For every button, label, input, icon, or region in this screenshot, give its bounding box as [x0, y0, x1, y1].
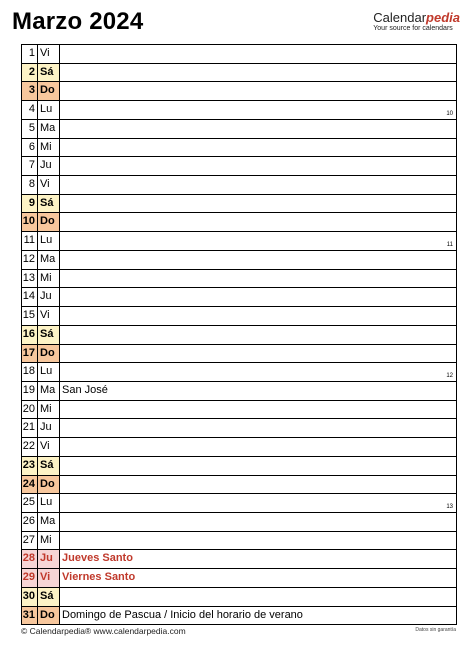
day-number: 16 — [22, 326, 38, 344]
event-cell[interactable] — [60, 494, 456, 512]
event-cell[interactable] — [60, 476, 456, 494]
day-row — [22, 382, 456, 401]
day-row — [22, 139, 456, 158]
day-number: 23 — [22, 457, 38, 475]
weekday-abbrev: Do — [38, 476, 60, 494]
day-number: 4 — [22, 101, 38, 119]
event-cell[interactable]: Jueves Santo — [62, 552, 133, 565]
event-cell[interactable] — [60, 363, 456, 381]
day-row — [22, 345, 456, 364]
weekday-abbrev: Ma — [38, 513, 60, 531]
day-number: 5 — [22, 120, 38, 138]
day-row — [22, 213, 456, 232]
day-number: 30 — [22, 588, 38, 606]
day-row — [22, 307, 456, 326]
event-cell[interactable] — [60, 213, 456, 231]
day-row — [22, 476, 456, 495]
week-number: 10 — [446, 110, 453, 117]
weekday-abbrev: Ma — [38, 251, 60, 269]
weekday-abbrev: Vi — [38, 569, 60, 587]
weekday-abbrev: Lu — [38, 363, 60, 381]
event-cell[interactable] — [60, 419, 456, 437]
week-number: 11 — [446, 241, 453, 248]
weekday-abbrev: Do — [38, 345, 60, 363]
event-cell[interactable] — [60, 195, 456, 213]
day-number: 11 — [22, 232, 38, 250]
day-number: 2 — [22, 64, 38, 82]
event-cell[interactable] — [60, 82, 456, 100]
event-cell[interactable] — [60, 101, 456, 119]
day-row — [22, 401, 456, 420]
day-number: 6 — [22, 139, 38, 157]
weekday-abbrev: Vi — [38, 176, 60, 194]
weekday-abbrev: Ma — [38, 382, 60, 400]
day-row — [22, 251, 456, 270]
event-cell[interactable] — [60, 288, 456, 306]
event-cell[interactable] — [60, 532, 456, 550]
weekday-abbrev: Vi — [38, 307, 60, 325]
week-number: 12 — [446, 372, 453, 379]
weekday-abbrev: Sá — [38, 64, 60, 82]
footer-disclaimer: Datos sin garantía — [415, 627, 456, 633]
event-cell[interactable] — [60, 139, 456, 157]
weekday-abbrev: Lu — [38, 232, 60, 250]
day-row — [22, 195, 456, 214]
weekday-abbrev: Ju — [38, 157, 60, 175]
weekday-abbrev: Ma — [38, 120, 60, 138]
day-number: 19 — [22, 382, 38, 400]
day-row — [22, 45, 456, 64]
weekday-abbrev: Sá — [38, 588, 60, 606]
event-cell[interactable] — [60, 326, 456, 344]
day-row — [22, 532, 456, 551]
day-number: 27 — [22, 532, 38, 550]
day-row — [22, 232, 456, 251]
page-title: Marzo 2024 — [12, 8, 144, 35]
day-number: 18 — [22, 363, 38, 381]
day-number: 29 — [22, 569, 38, 587]
day-number: 24 — [22, 476, 38, 494]
event-cell[interactable] — [60, 270, 456, 288]
day-number: 21 — [22, 419, 38, 437]
day-number: 20 — [22, 401, 38, 419]
weekday-abbrev: Mi — [38, 532, 60, 550]
day-row — [22, 64, 456, 83]
weekday-abbrev: Sá — [38, 326, 60, 344]
event-cell[interactable] — [60, 157, 456, 175]
weekday-abbrev: Do — [38, 213, 60, 231]
weekday-abbrev: Do — [38, 82, 60, 100]
day-number: 31 — [22, 607, 38, 625]
weekday-abbrev: Lu — [38, 101, 60, 119]
event-cell[interactable] — [60, 345, 456, 363]
weekday-abbrev: Do — [38, 607, 60, 625]
brand-tagline: Your source for calendars — [373, 25, 453, 32]
day-row — [22, 326, 456, 345]
event-cell[interactable] — [60, 457, 456, 475]
event-cell[interactable] — [60, 232, 456, 250]
weekday-abbrev: Ju — [38, 419, 60, 437]
weekday-abbrev: Sá — [38, 457, 60, 475]
event-cell[interactable]: Domingo de Pascua / Inicio del horario de verano — [62, 608, 303, 621]
weekday-abbrev: Ju — [38, 288, 60, 306]
event-cell[interactable] — [60, 45, 456, 63]
day-row — [22, 363, 456, 382]
weekday-abbrev: Mi — [38, 139, 60, 157]
day-number: 1 — [22, 45, 38, 63]
day-number: 15 — [22, 307, 38, 325]
event-cell[interactable] — [60, 120, 456, 138]
event-cell[interactable]: San José — [62, 383, 108, 396]
day-number: 9 — [22, 195, 38, 213]
day-row — [22, 607, 456, 626]
day-number: 13 — [22, 270, 38, 288]
event-cell[interactable] — [60, 438, 456, 456]
weekday-abbrev: Mi — [38, 270, 60, 288]
event-cell[interactable] — [60, 251, 456, 269]
day-number: 8 — [22, 176, 38, 194]
weekday-abbrev: Sá — [38, 195, 60, 213]
day-row — [22, 176, 456, 195]
day-row — [22, 550, 456, 569]
day-number: 3 — [22, 82, 38, 100]
event-cell[interactable] — [60, 588, 456, 606]
weekday-abbrev: Vi — [38, 45, 60, 63]
event-cell[interactable]: Viernes Santo — [62, 571, 136, 584]
day-row — [22, 569, 456, 588]
day-row — [22, 270, 456, 289]
day-number: 25 — [22, 494, 38, 512]
day-row — [22, 120, 456, 139]
day-number: 17 — [22, 345, 38, 363]
day-row — [22, 588, 456, 607]
day-row — [22, 513, 456, 532]
brand-name: Calendarpedia — [373, 10, 460, 25]
footer-copyright: © Calendarpedia® www.calendarpedia.com — [21, 626, 186, 636]
event-cell[interactable] — [60, 64, 456, 82]
weekday-abbrev: Ju — [38, 550, 60, 568]
day-row — [22, 438, 456, 457]
calendar-table — [21, 44, 457, 625]
day-row — [22, 82, 456, 101]
event-cell[interactable] — [60, 307, 456, 325]
day-number: 22 — [22, 438, 38, 456]
day-number: 7 — [22, 157, 38, 175]
weekday-abbrev: Vi — [38, 438, 60, 456]
day-number: 14 — [22, 288, 38, 306]
day-row — [22, 288, 456, 307]
day-number: 12 — [22, 251, 38, 269]
day-row — [22, 101, 456, 120]
brand-logo[interactable] — [373, 11, 460, 33]
day-number: 10 — [22, 213, 38, 231]
day-row — [22, 419, 456, 438]
event-cell[interactable] — [60, 513, 456, 531]
week-number: 13 — [446, 503, 453, 510]
day-number: 26 — [22, 513, 38, 531]
event-cell[interactable] — [60, 401, 456, 419]
day-row — [22, 457, 456, 476]
weekday-abbrev: Mi — [38, 401, 60, 419]
weekday-abbrev: Lu — [38, 494, 60, 512]
day-row — [22, 494, 456, 513]
event-cell[interactable] — [60, 176, 456, 194]
day-number: 28 — [22, 550, 38, 568]
day-row — [22, 157, 456, 176]
